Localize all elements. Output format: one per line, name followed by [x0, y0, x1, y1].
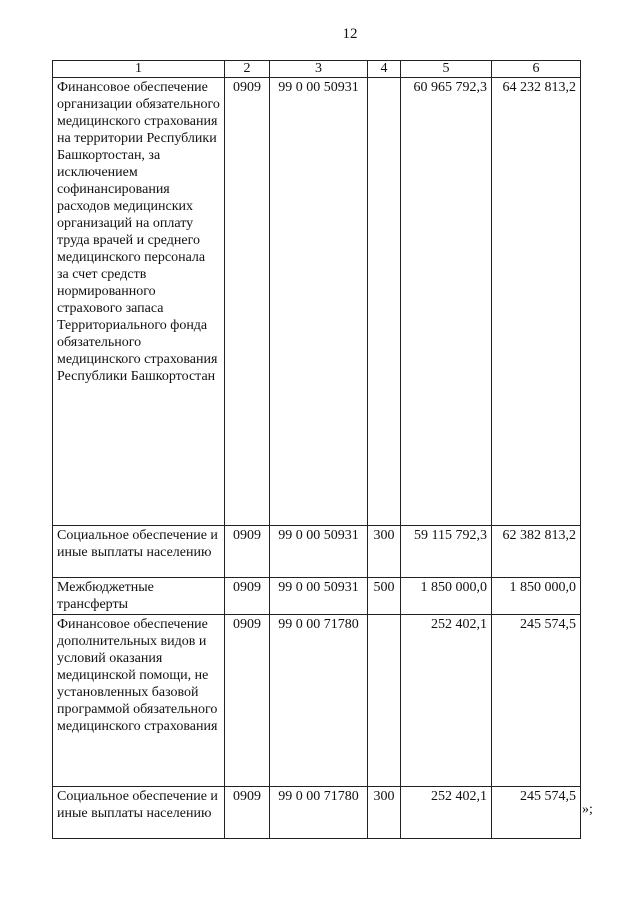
table-row	[53, 615, 581, 787]
table-row	[53, 787, 581, 839]
target-code: 99 0 00 50931	[270, 78, 368, 526]
target-code: 99 0 00 71780	[270, 787, 368, 839]
row-name: Социальное обеспечение и иные выплаты населению	[53, 787, 225, 839]
table-row	[53, 578, 581, 615]
amount-year-1: 60 965 792,3	[401, 78, 492, 526]
table-row	[53, 78, 581, 526]
amount-year-1: 252 402,1	[401, 615, 492, 787]
column-header: 2	[225, 61, 270, 78]
amount-year-1: 59 115 792,3	[401, 526, 492, 578]
column-header: 5	[401, 61, 492, 78]
column-header: 4	[368, 61, 401, 78]
table-row	[53, 526, 581, 578]
section-code: 0909	[225, 78, 270, 526]
amount-year-2: 62 382 813,2	[492, 526, 581, 578]
row-name: Социальное обеспечение и иные выплаты населению	[53, 526, 225, 578]
section-code: 0909	[225, 578, 270, 615]
row-name: Финансовое обеспечение дополнительных видов и условий оказания медицинской помощи, не установленных базовой программой обязательного медицинского страхования	[53, 615, 225, 787]
header-row	[53, 61, 581, 78]
closing-quote-mark: »;	[582, 802, 593, 817]
expense-type: 300	[368, 526, 401, 578]
amount-year-2: 245 574,5	[492, 787, 581, 839]
amount-year-2: 64 232 813,2	[492, 78, 581, 526]
column-header: 1	[53, 61, 225, 78]
column-header: 3	[270, 61, 368, 78]
column-header: 6	[492, 61, 581, 78]
amount-year-1: 1 850 000,0	[401, 578, 492, 615]
amount-year-2: 245 574,5	[492, 615, 581, 787]
target-code: 99 0 00 71780	[270, 615, 368, 787]
target-code: 99 0 00 50931	[270, 578, 368, 615]
expense-type	[368, 615, 401, 787]
target-code: 99 0 00 50931	[270, 526, 368, 578]
page-number: 12	[342, 26, 358, 42]
amount-year-1: 252 402,1	[401, 787, 492, 839]
section-code: 0909	[225, 615, 270, 787]
row-name: Межбюджетные трансферты	[53, 578, 225, 615]
section-code: 0909	[225, 787, 270, 839]
expense-type: 300	[368, 787, 401, 839]
expense-type: 500	[368, 578, 401, 615]
expense-type	[368, 78, 401, 526]
row-name: Финансовое обеспечение организации обязательного медицинского страхования на территории Республики Башкортостан, за исключением софинансирования расходов медицинских организаций на оплату труда врачей и среднего медицинского персонала за счет средств нормированного страхового запаса Территориального фонда обязательного медицинского страхования Республики Башкортостан	[53, 78, 225, 526]
section-code: 0909	[225, 526, 270, 578]
amount-year-2: 1 850 000,0	[492, 578, 581, 615]
budget-table	[52, 60, 581, 839]
